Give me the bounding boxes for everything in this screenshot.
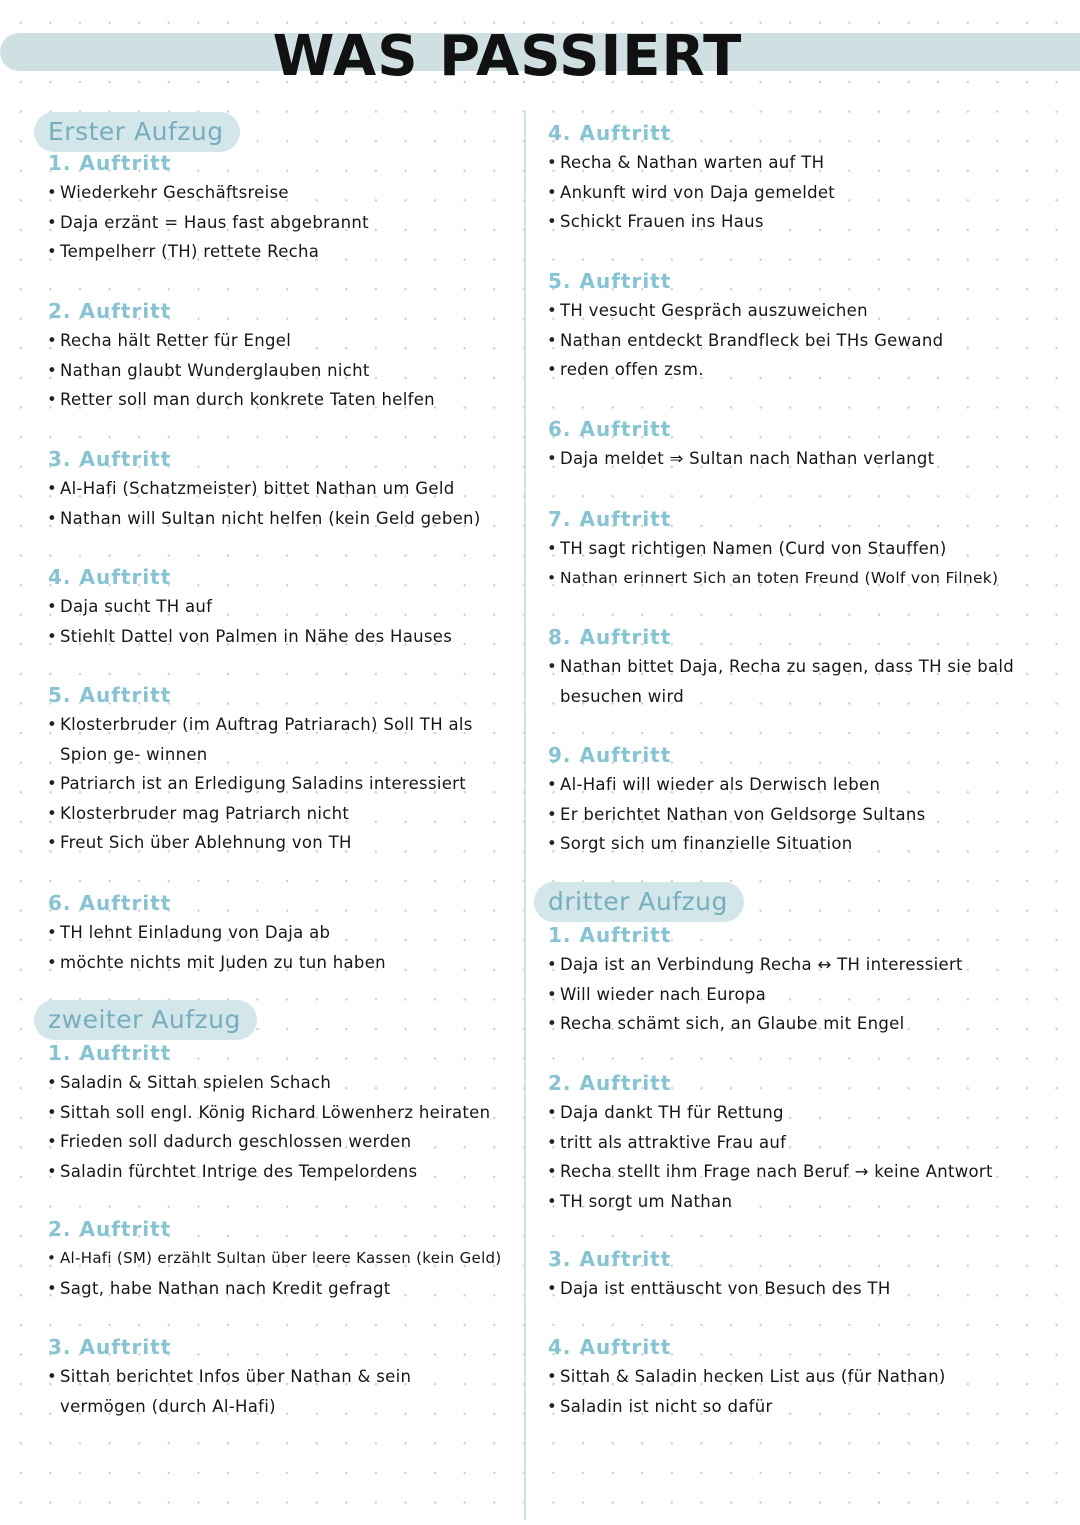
bullet-list	[534, 148, 1034, 237]
list-item: • Recha hält Retter für Engel	[34, 326, 520, 356]
list-item: • Sittah soll engl. König Richard Löwenherz heiraten	[34, 1098, 520, 1128]
list-item: • Nathan bittet Daja, Recha zu sagen, dass TH sie bald besuchen wird	[534, 652, 1030, 711]
auftritt-block	[534, 1068, 1034, 1216]
list-item: • Frieden soll dadurch geschlossen werden	[34, 1127, 520, 1157]
list-item: • Freut Sich über Ablehnung von TH	[34, 828, 520, 858]
auftritt-block	[34, 562, 520, 651]
bullet-list	[534, 1274, 1034, 1304]
list-item: • Tempelherr (TH) rettete Recha	[34, 237, 520, 267]
auftritt-heading: 2. Auftritt	[48, 1217, 172, 1241]
auftritt-heading: 5. Auftritt	[48, 683, 172, 707]
list-item: • Nathan entdeckt Brandfleck bei THs Gewand	[534, 326, 1034, 356]
auftritt-heading: 4. Auftritt	[48, 565, 172, 589]
auftritt-block	[534, 920, 1034, 1039]
bullet-list	[534, 1362, 1034, 1421]
bullet-list	[34, 474, 520, 533]
auftritt-block	[34, 888, 520, 977]
list-item: • Sagt, habe Nathan nach Kredit gefragt	[34, 1274, 520, 1304]
auftritt-heading: 4. Auftritt	[548, 121, 672, 145]
list-item: • Retter soll man durch konkrete Taten helfen	[34, 385, 520, 415]
list-item: • Patriarch ist an Erledigung Saladins interessiert	[34, 769, 520, 799]
auftritt-heading: 2. Auftritt	[548, 1071, 672, 1095]
bullet-list	[534, 1098, 1034, 1216]
bullet-list	[534, 296, 1034, 385]
auftritt-block	[34, 444, 520, 533]
auftritt-block	[534, 414, 1034, 474]
column-divider	[524, 110, 526, 1520]
bullet-list	[34, 1068, 520, 1186]
list-item: • Recha stellt ihm Frage nach Beruf → keine Antwort	[534, 1157, 1034, 1187]
bullet-list	[534, 950, 1034, 1039]
list-item: • Daja erzänt = Haus fast abgebrannt	[34, 208, 520, 238]
section-dritter-aufzug	[534, 882, 1034, 922]
auftritt-block	[34, 1214, 520, 1303]
bullet-list	[534, 444, 1034, 474]
bullet-list	[34, 326, 520, 415]
list-item: • Ankunft wird von Daja gemeldet	[534, 178, 1034, 208]
list-item: • Will wieder nach Europa	[534, 980, 1034, 1010]
list-item: • Daja dankt TH für Rettung	[534, 1098, 1034, 1128]
auftritt-heading: 5. Auftritt	[548, 269, 672, 293]
auftritt-heading: 6. Auftritt	[548, 417, 672, 441]
auftritt-heading: 3. Auftritt	[48, 1335, 172, 1359]
auftritt-block	[534, 504, 1034, 593]
auftritt-heading: 3. Auftritt	[548, 1247, 672, 1271]
auftritt-block	[534, 1332, 1034, 1421]
list-item: • TH vesucht Gespräch auszuweichen	[534, 296, 1034, 326]
list-item: • Klosterbruder mag Patriarch nicht	[34, 799, 520, 829]
auftritt-heading: 1. Auftritt	[48, 151, 172, 175]
list-item: • TH lehnt Einladung von Daja ab	[34, 918, 520, 948]
list-item: • möchte nichts mit Juden zu tun haben	[34, 948, 520, 978]
list-item: • Daja meldet ⇒ Sultan nach Nathan verlangt	[534, 444, 1034, 474]
auftritt-heading: 4. Auftritt	[548, 1335, 672, 1359]
list-item: • Er berichtet Nathan von Geldsorge Sultans	[534, 800, 1034, 830]
auftritt-block	[534, 740, 1034, 859]
bullet-list	[34, 178, 520, 267]
list-item: • Al-Hafi (SM) erzählt Sultan über leere Kassen (kein Geld)	[34, 1244, 520, 1274]
auftritt-heading: 1. Auftritt	[548, 923, 672, 947]
auftritt-heading: 2. Auftritt	[48, 299, 172, 323]
auftritt-block	[534, 622, 1034, 711]
auftritt-block	[534, 1244, 1034, 1304]
auftritt-block	[534, 266, 1034, 385]
auftritt-block	[34, 680, 520, 858]
list-item: • Saladin fürchtet Intrige des Tempelordens	[34, 1157, 520, 1187]
bullet-list	[34, 710, 520, 858]
list-item: • Schickt Frauen ins Haus	[534, 207, 1034, 237]
auftritt-block	[34, 296, 520, 415]
list-item: • Saladin & Sittah spielen Schach	[34, 1068, 520, 1098]
list-item: • Al-Hafi (Schatzmeister) bittet Nathan um Geld	[34, 474, 520, 504]
aufzug-heading: Erster Aufzug	[34, 112, 240, 152]
bullet-list	[534, 770, 1034, 859]
bullet-list	[34, 1244, 520, 1303]
bullet-list	[34, 1362, 520, 1421]
auftritt-heading: 8. Auftritt	[548, 625, 672, 649]
section-zweiter-aufzug	[34, 1000, 520, 1040]
list-item: • Wiederkehr Geschäftsreise	[34, 178, 520, 208]
list-item: • Daja sucht TH auf	[34, 592, 520, 622]
aufzug-heading: zweiter Aufzug	[34, 1000, 257, 1040]
list-item: • Saladin ist nicht so dafür	[534, 1392, 1034, 1422]
bullet-list	[534, 652, 1034, 711]
bullet-list	[34, 592, 520, 651]
list-item: • Sittah berichtet Infos über Nathan & sein vermögen (durch Al-Hafi)	[34, 1362, 500, 1421]
auftritt-heading: 6. Auftritt	[48, 891, 172, 915]
auftritt-block	[534, 118, 1034, 237]
list-item: • tritt als attraktive Frau auf	[534, 1128, 1034, 1158]
list-item: • Al-Hafi will wieder als Derwisch leben	[534, 770, 1034, 800]
list-item: • TH sorgt um Nathan	[534, 1187, 1034, 1217]
list-item: • Nathan will Sultan nicht helfen (kein Geld geben)	[34, 504, 520, 534]
auftritt-heading: 7. Auftritt	[548, 507, 672, 531]
list-item: • Daja ist an Verbindung Recha ↔ TH interessiert	[534, 950, 1034, 980]
list-item: • TH sagt richtigen Namen (Curd von Stauffen)	[534, 534, 1034, 564]
list-item: • Sorgt sich um finanzielle Situation	[534, 829, 1034, 859]
auftritt-heading: 3. Auftritt	[48, 447, 172, 471]
auftritt-block	[34, 1038, 520, 1186]
bullet-list	[34, 918, 520, 977]
auftritt-block	[34, 148, 520, 267]
list-item: • Nathan glaubt Wunderglauben nicht	[34, 356, 520, 386]
list-item: • Recha & Nathan warten auf TH	[534, 148, 1034, 178]
auftritt-block	[34, 1332, 520, 1421]
bullet-list	[534, 534, 1034, 593]
auftritt-heading: 9. Auftritt	[548, 743, 672, 767]
page-title: WAS PASSIERT	[272, 24, 743, 89]
aufzug-heading: dritter Aufzug	[534, 882, 744, 922]
list-item: • Daja ist enttäuscht von Besuch des TH	[534, 1274, 1034, 1304]
section-erster-aufzug	[34, 112, 520, 152]
list-item: • Recha schämt sich, an Glaube mit Engel	[534, 1009, 1034, 1039]
list-item: • Sittah & Saladin hecken List aus (für Nathan)	[534, 1362, 1034, 1392]
list-item: • Klosterbruder (im Auftrag Patriarach) Soll TH als Spion ge- winnen	[34, 710, 515, 769]
list-item: • Nathan erinnert Sich an toten Freund (Wolf von Filnek)	[534, 564, 1034, 594]
list-item: • reden offen zsm.	[534, 355, 1034, 385]
list-item: • Stiehlt Dattel von Palmen in Nähe des Hauses	[34, 622, 520, 652]
auftritt-heading: 1. Auftritt	[48, 1041, 172, 1065]
